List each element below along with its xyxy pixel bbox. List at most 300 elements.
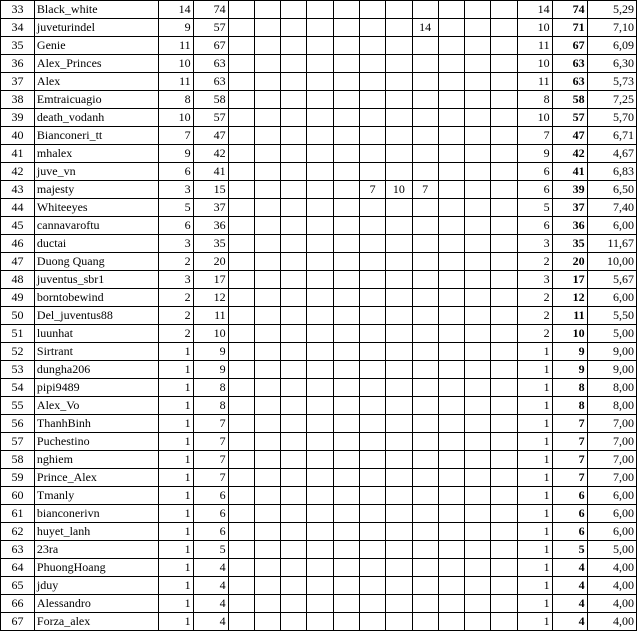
round-score-cell bbox=[254, 361, 280, 379]
average-cell: 5,73 bbox=[587, 73, 636, 91]
score-cell: 58 bbox=[193, 91, 228, 109]
round-score-cell bbox=[412, 541, 438, 559]
count-cell: 14 bbox=[158, 1, 193, 19]
round-score-cell bbox=[386, 145, 412, 163]
rank-cell: 43 bbox=[1, 181, 35, 199]
round-score-cell bbox=[333, 307, 359, 325]
round-score-cell bbox=[254, 145, 280, 163]
player-name-cell: Duong Quang bbox=[34, 253, 158, 271]
round-score-cell bbox=[359, 199, 385, 217]
round-score-cell bbox=[307, 361, 333, 379]
round-score-cell bbox=[307, 523, 333, 541]
rank-cell: 45 bbox=[1, 217, 35, 235]
player-name-cell: majesty bbox=[34, 181, 158, 199]
count-cell: 1 bbox=[158, 415, 193, 433]
count-cell: 6 bbox=[158, 217, 193, 235]
rank-cell: 50 bbox=[1, 307, 35, 325]
table-row bbox=[1, 343, 637, 361]
round-score-cell bbox=[254, 37, 280, 55]
player-name-cell: borntobewind bbox=[34, 289, 158, 307]
total-points-cell: 36 bbox=[552, 217, 587, 235]
round-score-cell bbox=[359, 451, 385, 469]
count-cell: 3 bbox=[158, 235, 193, 253]
round-score-cell bbox=[333, 217, 359, 235]
rank-cell: 57 bbox=[1, 433, 35, 451]
round-score-cell bbox=[491, 307, 517, 325]
rank-cell: 46 bbox=[1, 235, 35, 253]
count-cell: 1 bbox=[158, 469, 193, 487]
round-score-cell bbox=[438, 613, 464, 631]
table-row bbox=[1, 361, 637, 379]
round-score-cell bbox=[412, 505, 438, 523]
table-row bbox=[1, 271, 637, 289]
player-name-cell: Emtraicuagio bbox=[34, 91, 158, 109]
round-score-cell bbox=[491, 145, 517, 163]
round-score-cell bbox=[333, 127, 359, 145]
total-count-cell: 1 bbox=[517, 487, 552, 505]
round-score-cell bbox=[281, 361, 307, 379]
round-score-cell bbox=[307, 271, 333, 289]
total-count-cell: 1 bbox=[517, 541, 552, 559]
table-row bbox=[1, 397, 637, 415]
total-count-cell: 1 bbox=[517, 343, 552, 361]
round-score-cell bbox=[386, 577, 412, 595]
round-score-cell bbox=[465, 289, 491, 307]
round-score-cell bbox=[333, 415, 359, 433]
round-score-cell bbox=[281, 613, 307, 631]
round-score-cell bbox=[438, 235, 464, 253]
player-name-cell: ThanhBinh bbox=[34, 415, 158, 433]
total-points-cell: 35 bbox=[552, 235, 587, 253]
round-score-cell bbox=[359, 361, 385, 379]
round-score-cell bbox=[307, 433, 333, 451]
count-cell: 1 bbox=[158, 559, 193, 577]
round-score-cell bbox=[386, 379, 412, 397]
total-count-cell: 1 bbox=[517, 613, 552, 631]
round-score-cell bbox=[333, 181, 359, 199]
rank-cell: 39 bbox=[1, 109, 35, 127]
total-points-cell: 63 bbox=[552, 55, 587, 73]
round-score-cell bbox=[359, 343, 385, 361]
round-score-cell bbox=[438, 307, 464, 325]
round-score-cell bbox=[254, 109, 280, 127]
count-cell: 1 bbox=[158, 577, 193, 595]
table-row bbox=[1, 325, 637, 343]
round-score-cell bbox=[281, 289, 307, 307]
total-count-cell: 6 bbox=[517, 163, 552, 181]
round-score-cell: 7 bbox=[412, 181, 438, 199]
table-row bbox=[1, 145, 637, 163]
round-score-cell bbox=[228, 523, 254, 541]
round-score-cell bbox=[359, 145, 385, 163]
round-score-cell bbox=[228, 181, 254, 199]
rank-cell: 36 bbox=[1, 55, 35, 73]
round-score-cell bbox=[281, 433, 307, 451]
round-score-cell bbox=[333, 199, 359, 217]
round-score-cell bbox=[465, 19, 491, 37]
round-score-cell bbox=[386, 127, 412, 145]
average-cell: 9,00 bbox=[587, 361, 636, 379]
score-cell: 7 bbox=[193, 451, 228, 469]
average-cell: 7,00 bbox=[587, 469, 636, 487]
table-row bbox=[1, 487, 637, 505]
round-score-cell bbox=[228, 253, 254, 271]
rank-cell: 62 bbox=[1, 523, 35, 541]
count-cell: 3 bbox=[158, 271, 193, 289]
round-score-cell bbox=[228, 217, 254, 235]
table-row bbox=[1, 91, 637, 109]
total-count-cell: 1 bbox=[517, 451, 552, 469]
score-cell: 35 bbox=[193, 235, 228, 253]
round-score-cell bbox=[333, 541, 359, 559]
round-score-cell bbox=[386, 109, 412, 127]
player-name-cell: Del_juventus88 bbox=[34, 307, 158, 325]
average-cell: 10,00 bbox=[587, 253, 636, 271]
round-score-cell bbox=[412, 271, 438, 289]
round-score-cell bbox=[386, 487, 412, 505]
round-score-cell bbox=[281, 307, 307, 325]
round-score-cell bbox=[438, 433, 464, 451]
average-cell: 5,70 bbox=[587, 109, 636, 127]
round-score-cell bbox=[254, 451, 280, 469]
average-cell: 6,83 bbox=[587, 163, 636, 181]
round-score-cell bbox=[386, 199, 412, 217]
total-points-cell: 6 bbox=[552, 505, 587, 523]
count-cell: 1 bbox=[158, 595, 193, 613]
round-score-cell bbox=[386, 451, 412, 469]
total-count-cell: 1 bbox=[517, 397, 552, 415]
count-cell: 10 bbox=[158, 55, 193, 73]
total-count-cell: 7 bbox=[517, 127, 552, 145]
score-cell: 5 bbox=[193, 541, 228, 559]
round-score-cell bbox=[281, 505, 307, 523]
round-score-cell bbox=[254, 55, 280, 73]
round-score-cell bbox=[465, 127, 491, 145]
score-cell: 37 bbox=[193, 199, 228, 217]
round-score-cell bbox=[438, 55, 464, 73]
average-cell: 6,00 bbox=[587, 505, 636, 523]
table-row bbox=[1, 289, 637, 307]
total-points-cell: 4 bbox=[552, 595, 587, 613]
round-score-cell bbox=[438, 289, 464, 307]
rank-cell: 66 bbox=[1, 595, 35, 613]
round-score-cell bbox=[412, 451, 438, 469]
total-count-cell: 1 bbox=[517, 595, 552, 613]
total-count-cell: 5 bbox=[517, 199, 552, 217]
round-score-cell: 7 bbox=[359, 181, 385, 199]
round-score-cell bbox=[491, 181, 517, 199]
round-score-cell bbox=[386, 505, 412, 523]
round-score-cell bbox=[281, 163, 307, 181]
average-cell: 6,71 bbox=[587, 127, 636, 145]
round-score-cell bbox=[465, 469, 491, 487]
round-score-cell bbox=[491, 235, 517, 253]
round-score-cell bbox=[333, 109, 359, 127]
round-score-cell bbox=[307, 1, 333, 19]
count-cell: 9 bbox=[158, 19, 193, 37]
average-cell: 7,25 bbox=[587, 91, 636, 109]
average-cell: 6,00 bbox=[587, 523, 636, 541]
player-name-cell: juve_vn bbox=[34, 163, 158, 181]
round-score-cell bbox=[465, 451, 491, 469]
count-cell: 1 bbox=[158, 397, 193, 415]
player-name-cell: Black_white bbox=[34, 1, 158, 19]
total-count-cell: 1 bbox=[517, 469, 552, 487]
total-points-cell: 8 bbox=[552, 379, 587, 397]
round-score-cell bbox=[228, 577, 254, 595]
score-cell: 12 bbox=[193, 289, 228, 307]
round-score-cell bbox=[412, 55, 438, 73]
round-score-cell bbox=[307, 325, 333, 343]
round-score-cell bbox=[491, 127, 517, 145]
round-score-cell bbox=[254, 325, 280, 343]
round-score-cell bbox=[281, 397, 307, 415]
total-count-cell: 10 bbox=[517, 19, 552, 37]
round-score-cell bbox=[491, 91, 517, 109]
round-score-cell bbox=[386, 307, 412, 325]
score-cell: 7 bbox=[193, 415, 228, 433]
round-score-cell bbox=[386, 613, 412, 631]
round-score-cell bbox=[438, 181, 464, 199]
count-cell: 5 bbox=[158, 199, 193, 217]
round-score-cell bbox=[491, 253, 517, 271]
table-row bbox=[1, 433, 637, 451]
total-points-cell: 9 bbox=[552, 343, 587, 361]
total-count-cell: 10 bbox=[517, 109, 552, 127]
round-score-cell bbox=[491, 397, 517, 415]
round-score-cell bbox=[254, 595, 280, 613]
rank-cell: 33 bbox=[1, 1, 35, 19]
average-cell: 7,00 bbox=[587, 433, 636, 451]
round-score-cell bbox=[412, 523, 438, 541]
round-score-cell bbox=[491, 595, 517, 613]
rank-cell: 41 bbox=[1, 145, 35, 163]
total-points-cell: 58 bbox=[552, 91, 587, 109]
round-score-cell bbox=[386, 541, 412, 559]
total-points-cell: 37 bbox=[552, 199, 587, 217]
total-points-cell: 10 bbox=[552, 325, 587, 343]
table-row bbox=[1, 181, 637, 199]
player-name-cell: Bianconeri_tt bbox=[34, 127, 158, 145]
round-score-cell bbox=[281, 127, 307, 145]
player-name-cell: Tmanly bbox=[34, 487, 158, 505]
table-row bbox=[1, 505, 637, 523]
round-score-cell bbox=[254, 505, 280, 523]
round-score-cell bbox=[228, 469, 254, 487]
round-score-cell bbox=[333, 595, 359, 613]
table-row bbox=[1, 109, 637, 127]
player-name-cell: death_vodanh bbox=[34, 109, 158, 127]
round-score-cell bbox=[281, 559, 307, 577]
rank-cell: 34 bbox=[1, 19, 35, 37]
round-score-cell bbox=[438, 559, 464, 577]
count-cell: 10 bbox=[158, 109, 193, 127]
round-score-cell bbox=[412, 253, 438, 271]
table-row bbox=[1, 253, 637, 271]
round-score-cell bbox=[359, 433, 385, 451]
round-score-cell bbox=[491, 325, 517, 343]
round-score-cell bbox=[307, 451, 333, 469]
round-score-cell bbox=[281, 73, 307, 91]
round-score-cell bbox=[438, 19, 464, 37]
round-score-cell bbox=[359, 235, 385, 253]
round-score-cell bbox=[465, 217, 491, 235]
round-score-cell bbox=[228, 199, 254, 217]
round-score-cell bbox=[307, 145, 333, 163]
round-score-cell bbox=[359, 559, 385, 577]
round-score-cell bbox=[412, 361, 438, 379]
total-points-cell: 12 bbox=[552, 289, 587, 307]
round-score-cell bbox=[254, 415, 280, 433]
round-score-cell bbox=[465, 163, 491, 181]
player-name-cell: pipi9489 bbox=[34, 379, 158, 397]
player-name-cell: Sirtrant bbox=[34, 343, 158, 361]
average-cell: 8,00 bbox=[587, 397, 636, 415]
round-score-cell bbox=[307, 469, 333, 487]
round-score-cell bbox=[333, 235, 359, 253]
total-points-cell: 11 bbox=[552, 307, 587, 325]
rank-cell: 54 bbox=[1, 379, 35, 397]
average-cell: 4,00 bbox=[587, 613, 636, 631]
total-points-cell: 41 bbox=[552, 163, 587, 181]
round-score-cell bbox=[465, 397, 491, 415]
round-score-cell bbox=[412, 379, 438, 397]
round-score-cell bbox=[228, 235, 254, 253]
round-score-cell bbox=[254, 433, 280, 451]
round-score-cell bbox=[438, 73, 464, 91]
round-score-cell bbox=[281, 415, 307, 433]
round-score-cell bbox=[254, 217, 280, 235]
round-score-cell bbox=[359, 271, 385, 289]
round-score-cell bbox=[465, 523, 491, 541]
count-cell: 1 bbox=[158, 343, 193, 361]
score-cell: 10 bbox=[193, 325, 228, 343]
round-score-cell bbox=[281, 595, 307, 613]
total-points-cell: 7 bbox=[552, 433, 587, 451]
round-score-cell bbox=[254, 91, 280, 109]
round-score-cell bbox=[412, 1, 438, 19]
player-name-cell: mhalex bbox=[34, 145, 158, 163]
round-score-cell bbox=[386, 343, 412, 361]
round-score-cell bbox=[412, 469, 438, 487]
total-points-cell: 67 bbox=[552, 37, 587, 55]
average-cell: 6,00 bbox=[587, 217, 636, 235]
round-score-cell bbox=[254, 271, 280, 289]
player-name-cell: huyet_lanh bbox=[34, 523, 158, 541]
round-score-cell bbox=[491, 1, 517, 19]
table-row bbox=[1, 163, 637, 181]
round-score-cell bbox=[333, 163, 359, 181]
total-points-cell: 39 bbox=[552, 181, 587, 199]
round-score-cell bbox=[491, 289, 517, 307]
total-points-cell: 57 bbox=[552, 109, 587, 127]
round-score-cell bbox=[281, 577, 307, 595]
score-cell: 4 bbox=[193, 559, 228, 577]
total-points-cell: 4 bbox=[552, 559, 587, 577]
score-cell: 63 bbox=[193, 73, 228, 91]
round-score-cell bbox=[333, 433, 359, 451]
average-cell: 8,00 bbox=[587, 379, 636, 397]
total-count-cell: 3 bbox=[517, 235, 552, 253]
round-score-cell bbox=[307, 505, 333, 523]
round-score-cell bbox=[281, 37, 307, 55]
score-cell: 42 bbox=[193, 145, 228, 163]
player-name-cell: Puchestino bbox=[34, 433, 158, 451]
round-score-cell bbox=[333, 361, 359, 379]
round-score-cell bbox=[333, 505, 359, 523]
total-count-cell: 1 bbox=[517, 523, 552, 541]
round-score-cell bbox=[254, 343, 280, 361]
player-name-cell: Forza_alex bbox=[34, 613, 158, 631]
round-score-cell bbox=[386, 397, 412, 415]
round-score-cell bbox=[491, 613, 517, 631]
count-cell: 1 bbox=[158, 361, 193, 379]
total-points-cell: 71 bbox=[552, 19, 587, 37]
round-score-cell bbox=[438, 199, 464, 217]
round-score-cell bbox=[386, 469, 412, 487]
table-row bbox=[1, 415, 637, 433]
rank-cell: 52 bbox=[1, 343, 35, 361]
total-count-cell: 9 bbox=[517, 145, 552, 163]
round-score-cell bbox=[412, 397, 438, 415]
total-count-cell: 3 bbox=[517, 271, 552, 289]
player-name-cell: luunhat bbox=[34, 325, 158, 343]
score-cell: 47 bbox=[193, 127, 228, 145]
round-score-cell bbox=[281, 217, 307, 235]
table-row bbox=[1, 127, 637, 145]
round-score-cell bbox=[307, 235, 333, 253]
round-score-cell bbox=[228, 343, 254, 361]
score-cell: 63 bbox=[193, 55, 228, 73]
round-score-cell bbox=[438, 127, 464, 145]
round-score-cell bbox=[281, 253, 307, 271]
round-score-cell bbox=[491, 559, 517, 577]
round-score-cell bbox=[307, 613, 333, 631]
round-score-cell bbox=[438, 505, 464, 523]
round-score-cell bbox=[333, 379, 359, 397]
player-name-cell: cannavaroftu bbox=[34, 217, 158, 235]
round-score-cell bbox=[307, 415, 333, 433]
round-score-cell bbox=[228, 55, 254, 73]
average-cell: 6,00 bbox=[587, 289, 636, 307]
round-score-cell bbox=[491, 37, 517, 55]
count-cell: 7 bbox=[158, 127, 193, 145]
count-cell: 9 bbox=[158, 145, 193, 163]
round-score-cell bbox=[465, 109, 491, 127]
average-cell: 6,50 bbox=[587, 181, 636, 199]
round-score-cell bbox=[465, 253, 491, 271]
count-cell: 1 bbox=[158, 487, 193, 505]
count-cell: 11 bbox=[158, 37, 193, 55]
round-score-cell bbox=[438, 361, 464, 379]
round-score-cell bbox=[438, 253, 464, 271]
total-count-cell: 1 bbox=[517, 415, 552, 433]
round-score-cell bbox=[412, 433, 438, 451]
round-score-cell bbox=[412, 577, 438, 595]
round-score-cell bbox=[254, 73, 280, 91]
player-name-cell: Alex_Princes bbox=[34, 55, 158, 73]
total-count-cell: 2 bbox=[517, 253, 552, 271]
round-score-cell bbox=[359, 379, 385, 397]
average-cell: 5,00 bbox=[587, 325, 636, 343]
player-name-cell: 23ra bbox=[34, 541, 158, 559]
round-score-cell bbox=[307, 343, 333, 361]
score-cell: 6 bbox=[193, 487, 228, 505]
round-score-cell bbox=[438, 379, 464, 397]
rank-cell: 51 bbox=[1, 325, 35, 343]
round-score-cell bbox=[333, 145, 359, 163]
round-score-cell bbox=[491, 361, 517, 379]
